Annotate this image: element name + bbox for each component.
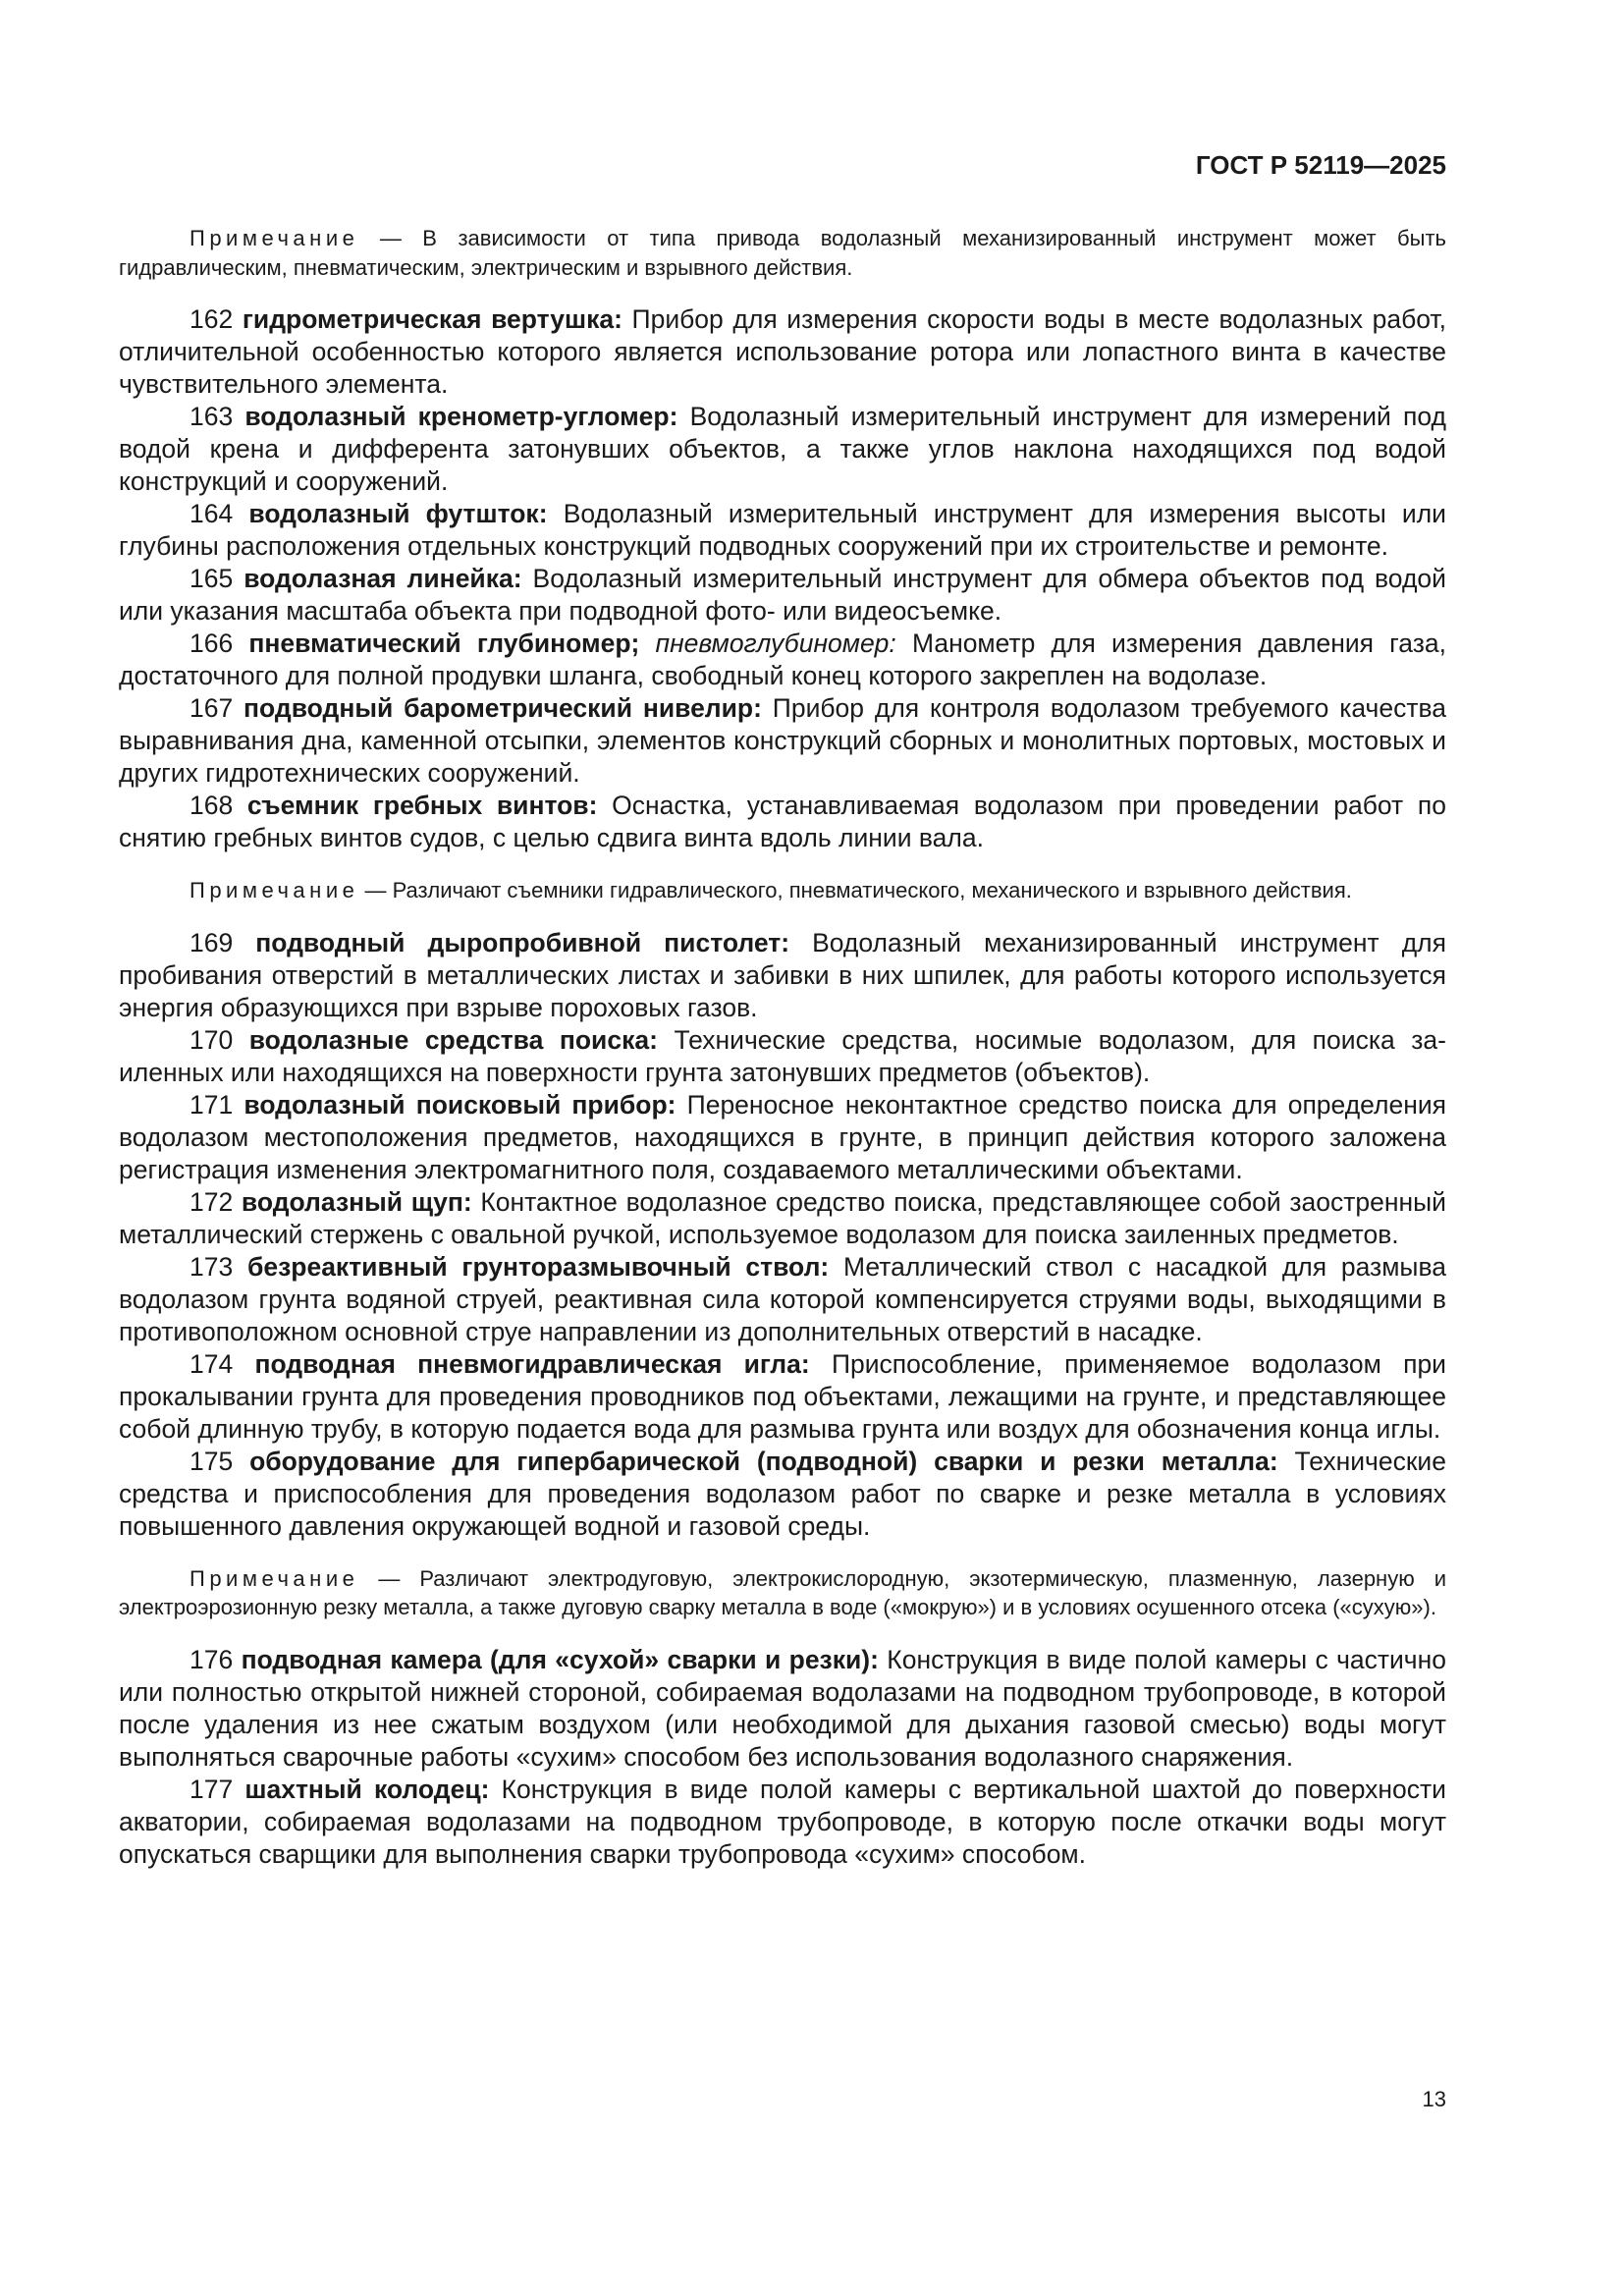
term-entry-171 [119,1089,1446,1186]
term-name: водолазные средства поиска: [248,1024,658,1055]
term-number: 165 [189,564,234,593]
note [119,1564,1446,1622]
term-entry-164 [119,498,1446,563]
term-definition: Водолазный измерительный инструмент для измерения высоты или глубины расположения отдельных конструкций подводных сооружений при их строительстве и ремонте. [119,499,1446,561]
term-definition: Водолазный измерительный инструмент для обмера объектов под водой или указания масштаба объекта при подводной фото- или видеосъемке. [119,564,1446,626]
term-entry-170 [119,1024,1446,1089]
term-entry-169 [119,927,1446,1024]
term-number: 172 [189,1186,234,1217]
note-label: Примечание [189,1565,359,1591]
term-number: 170 [189,1024,234,1055]
standard-code: ГОСТ Р 52119—2025 [1195,150,1446,180]
term-number: 169 [189,927,234,957]
term-entry-177 [119,1774,1446,1871]
note [119,224,1446,282]
term-entry-174 [119,1348,1446,1446]
term-name: безреактивный грунторазмывочный ствол: [246,1251,830,1282]
term-name: съемник гребных винтов: [246,791,598,820]
term-definition: Переносное неконтактное средство поиска для определения водолазом местоположения предметов, находящихся в грунте, в принцип действия которого заложена регистрация изменения электромагнитного поля, создаваемого металлическими объектами. [119,1089,1447,1184]
term-name: подводная пневмогидравлическая игла: [254,1348,810,1379]
term-name: подводный дыропробивной пистолет: [255,927,790,957]
term-definition: Металлический ствол с насадкой для размыва водолазом грунта водяной струей, реактивная сила которой компенсируется струями воды, выходящими в противоположном основной струе направлении из дополнительных отверстий в насадке. [119,1251,1446,1346]
term-entry-168 [119,790,1446,854]
term-name: оборудование для гипербарической (подводной) сварки и резки металла: [249,1446,1278,1476]
term-definition: Водолазный измерительный инструмент для измерений под водой крена и дифферента затонувших объектов, а также углов наклона находящихся под водой конструкций и сооружений. [119,402,1446,496]
term-number: 175 [189,1446,234,1476]
note-text: — Различают съемники гидравлического, пневматического, механического и взрывного действия. [364,878,1352,902]
term-number: 176 [189,1644,234,1674]
note-text: — В зависимости от типа привода водолазный механизированный инструмент может быть гидравлическим, пневматическим, электрическим и взрывного действия. [119,226,1446,280]
note-label: Примечание [189,878,359,902]
term-entry-175 [119,1446,1446,1543]
term-name: пневматический глубиномер; [248,629,640,658]
term-entry-166 [119,628,1446,692]
term-number: 166 [189,629,234,658]
term-number: 177 [189,1774,234,1804]
term-entry-165 [119,563,1446,628]
term-number: 164 [189,499,234,528]
term-name: водолазный поисковый прибор: [243,1089,676,1120]
term-entry-172 [119,1186,1446,1251]
term-name: водолазный кренометр-угломер: [244,402,678,431]
term-definition: Конструкция в виде полой камеры с вертикальной шахтой до поверхности акватории, собираемая водолазами на подводном трубопроводе, в которую после откачки воды могут опускаться сварщики для выполнения сварки трубопровода «сухим» способом. [119,1774,1446,1869]
term-entry-173 [119,1251,1446,1348]
term-definition: Оснастка, устанавливаемая водолазом при проведении работ по снятию гребных винтов судов, с целью сдвига винта вдоль линии вала. [119,791,1446,852]
term-number: 163 [189,402,234,431]
term-definition: Технические средства, носимые водолазом, для поиска заиленных или находящихся на поверхности грунта затонувших предметов (объектов). [119,1024,1446,1087]
term-name: водолазный щуп: [241,1186,472,1217]
page-number: 13 [1422,2087,1446,2111]
term-definition: Манометр для измерения давления газа, достаточного для полной продувки шланга, свободный конец которого закреплен на водолазе. [119,629,1446,690]
term-definition: Водолазный механизированный инструмент для пробивания отверстий в металлических листах и забивки в них шпилек, для работы которого используется энергия образующихся при взрыве пороховых газов. [119,927,1446,1022]
term-name: подводный барометрический нивелир: [243,693,762,723]
term-number: 171 [189,1089,234,1120]
note-label: Примечание [189,226,359,250]
term-number: 168 [189,791,234,820]
term-entry-163 [119,401,1446,498]
term-number: 174 [189,1348,234,1379]
term-entry-167 [119,692,1446,790]
term-definition: Контактное водолазное средство поиска, представляющее собой заостренный металлический стержень с овальной ручкой, используемое водолазом для поиска заиленных предметов. [119,1186,1446,1249]
document-body [119,224,1446,1871]
term-definition: Прибор для измерения скорости воды в месте водолазных работ, отличительной особенностью которого является использование ротора или лопастного винта в качестве чувствительного элемента. [119,304,1446,399]
term-definition: Приспособление, применяемое водолазом при прокалывании грунта для проведения проводников под объектами, лежащими на грунте, и представляющее собой длинную трубу, в которую подается вода для размыва грунта или воздух для обозначения конца иглы. [119,1348,1446,1444]
term-entry-176 [119,1644,1446,1774]
term-name: водолазный футшток: [248,499,548,528]
term-definition: Прибор для контроля водолазом требуемого качества выравнивания дна, каменной отсыпки, элементов конструкций сборных и монолитных портовых, мостовых и других гидротехнических сооружений. [119,693,1446,788]
document-page [119,0,1446,2296]
term-number: 167 [189,693,234,723]
term-name: шахтный колодец: [244,1774,490,1804]
term-number: 173 [189,1251,234,1282]
term-name: гидрометрическая вертушка: [242,304,622,334]
term-name: подводная камера (для «сухой» сварки и резки): [241,1644,879,1674]
term-definition: Технические средства и приспособления для проведения водолазом работ по сварке и резке металла в условиях повышенного давления окружающей водной и газовой среды. [119,1446,1446,1541]
term-entry-162 [119,303,1446,401]
term-name: водолазная линейка: [243,564,522,593]
term-synonym: пневмоглубиномер: [655,629,896,658]
note-text: — Различают электродуговую, электрокислородную, экзотермическую, плазменную, лазерную и электроэрозионную резку металла, а также дуговую сварку металла в воде («мокрую») и в условиях осушенного отсека («сухую»). [119,1565,1446,1619]
term-number: 162 [189,304,234,334]
note [119,876,1446,905]
term-definition: Конструкция в виде полой камеры с частично или полностью открытой нижней стороной, собираемая водолазами на подводном трубопроводе, в которой после удаления из нее сжатым воздухом (или необходимой для дыхания газовой смесью) воды могут выполняться сварочные работы «сухим» способом без использования водолазного снаряжения. [119,1644,1446,1772]
